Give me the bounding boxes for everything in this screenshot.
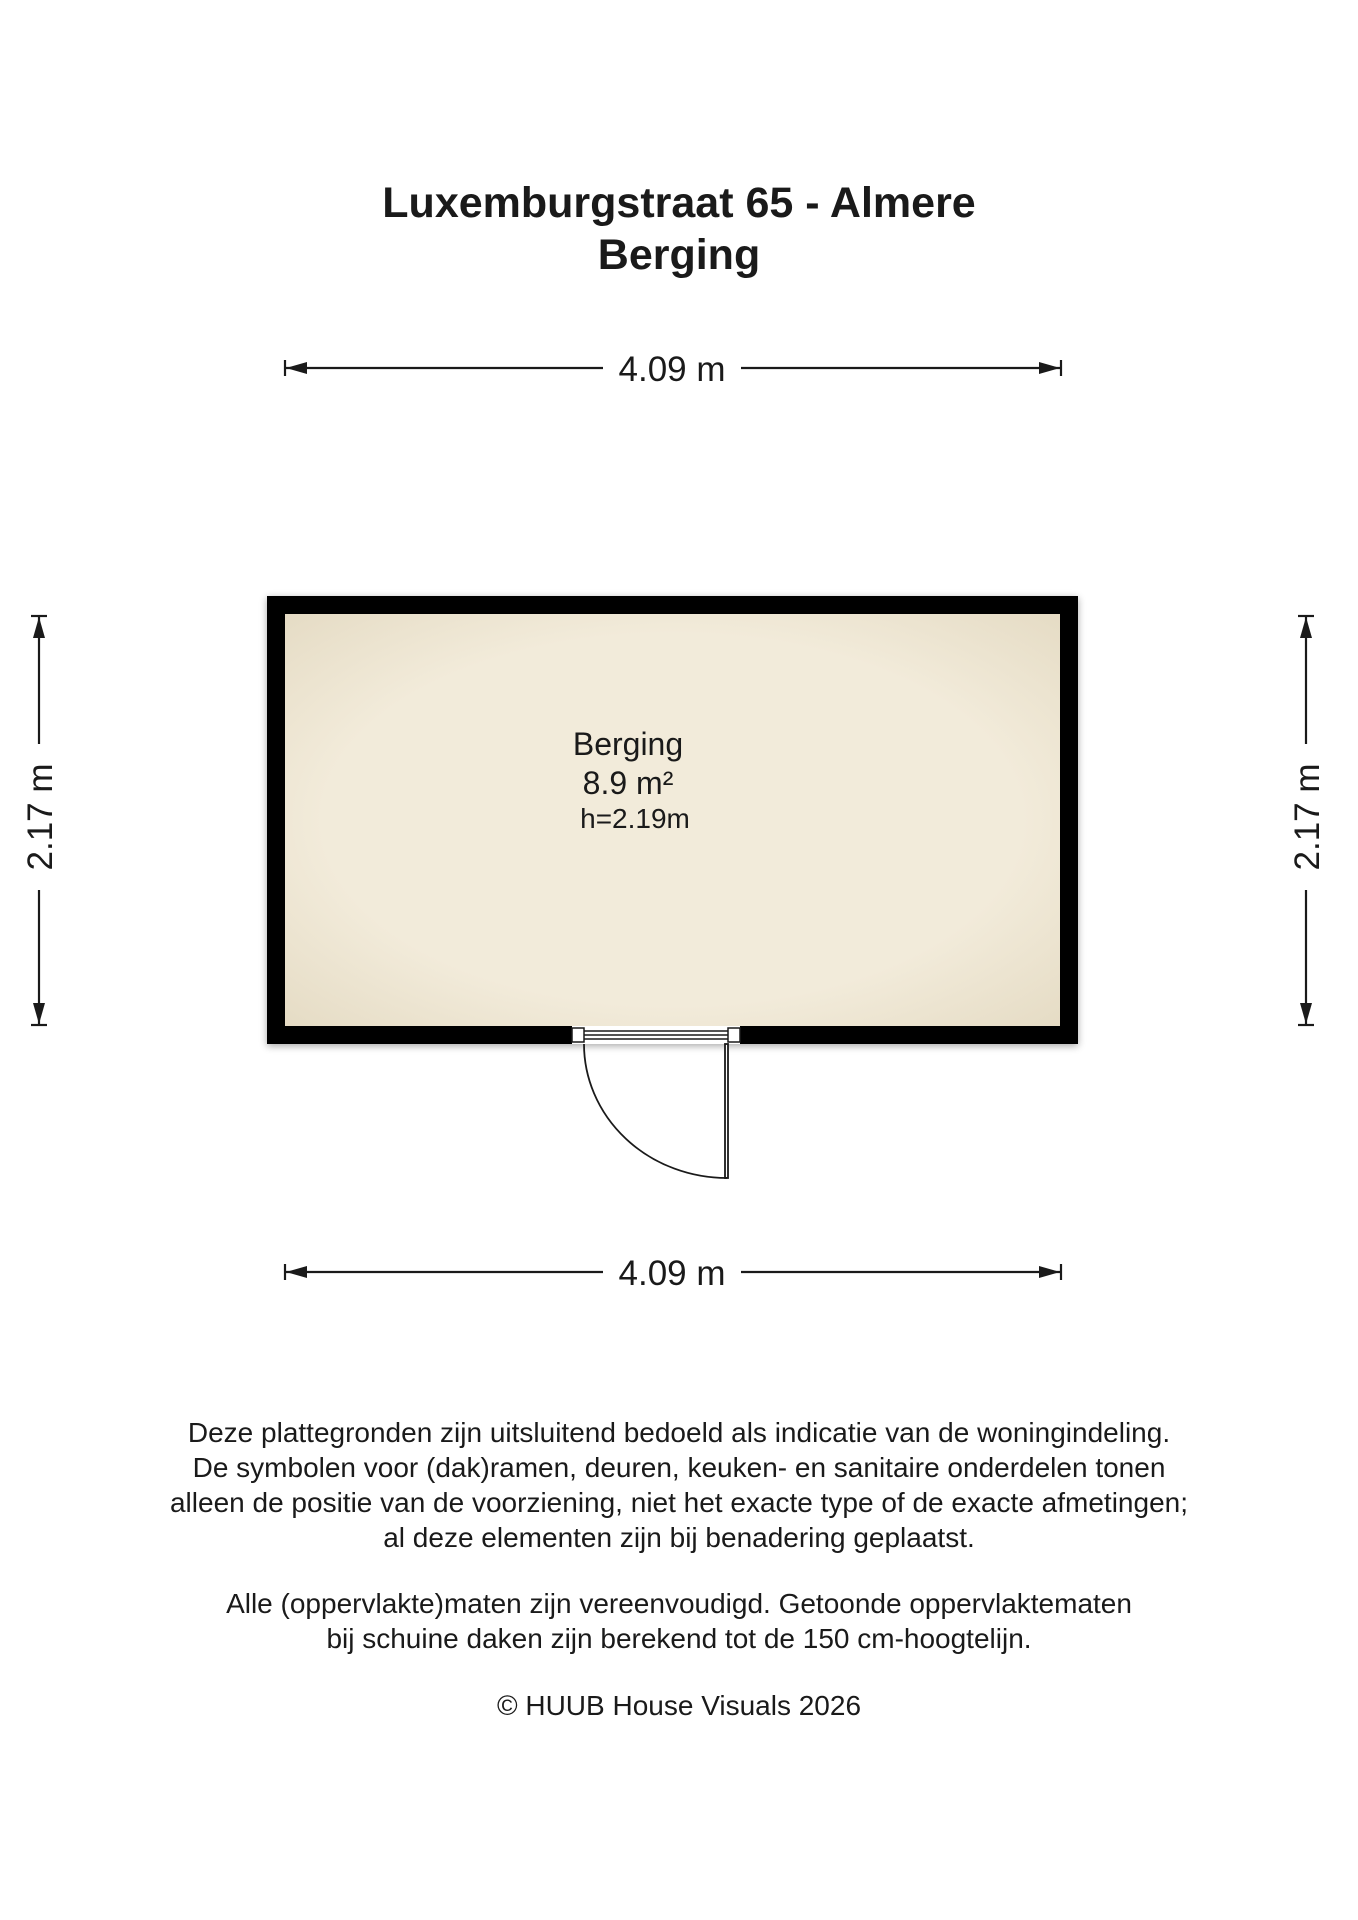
disclaimer-line: bij schuine daken zijn berekend tot de 150 cm-hoogtelijn. bbox=[326, 1623, 1032, 1654]
door-swing bbox=[584, 1044, 728, 1178]
disclaimer-line: De symbolen voor (dak)ramen, deuren, keuken- en sanitaire onderdelen tonen bbox=[192, 1452, 1166, 1483]
dimension-bottom-label: 4.09 m bbox=[618, 1254, 726, 1293]
plan-floor-title: Berging bbox=[597, 231, 761, 279]
disclaimer-line: al deze elementen zijn bij benadering geplaatst. bbox=[383, 1522, 975, 1553]
plan-address-title: Luxemburgstraat 65 - Almere bbox=[382, 179, 976, 227]
disclaimer-line: alleen de positie van de voorziening, niet het exacte type of de exacte afmetingen; bbox=[169, 1487, 1188, 1518]
dimension-right-label: 2.17 m bbox=[1288, 763, 1327, 871]
copyright-notice: © HUUB House Visuals 2026 bbox=[496, 1690, 862, 1721]
disclaimer-line: Alle (oppervlakte)maten zijn vereenvoudigd. Getoonde oppervlaktematen bbox=[226, 1588, 1132, 1619]
dimension-top-label: 4.09 m bbox=[618, 350, 726, 389]
dimension-left-label: 2.17 m bbox=[21, 763, 60, 871]
disclaimer-paragraph-1 bbox=[0, 1415, 1358, 1555]
disclaimer-line: Deze plattegronden zijn uitsluitend bedoeld als indicatie van de woningindeling. bbox=[187, 1417, 1171, 1448]
room-area: 8.9 m² bbox=[582, 765, 674, 801]
room-height: h=2.19m bbox=[580, 803, 690, 834]
room-name: Berging bbox=[572, 726, 684, 762]
disclaimer-paragraph-2 bbox=[0, 1586, 1358, 1656]
door-opening bbox=[572, 1026, 740, 1044]
